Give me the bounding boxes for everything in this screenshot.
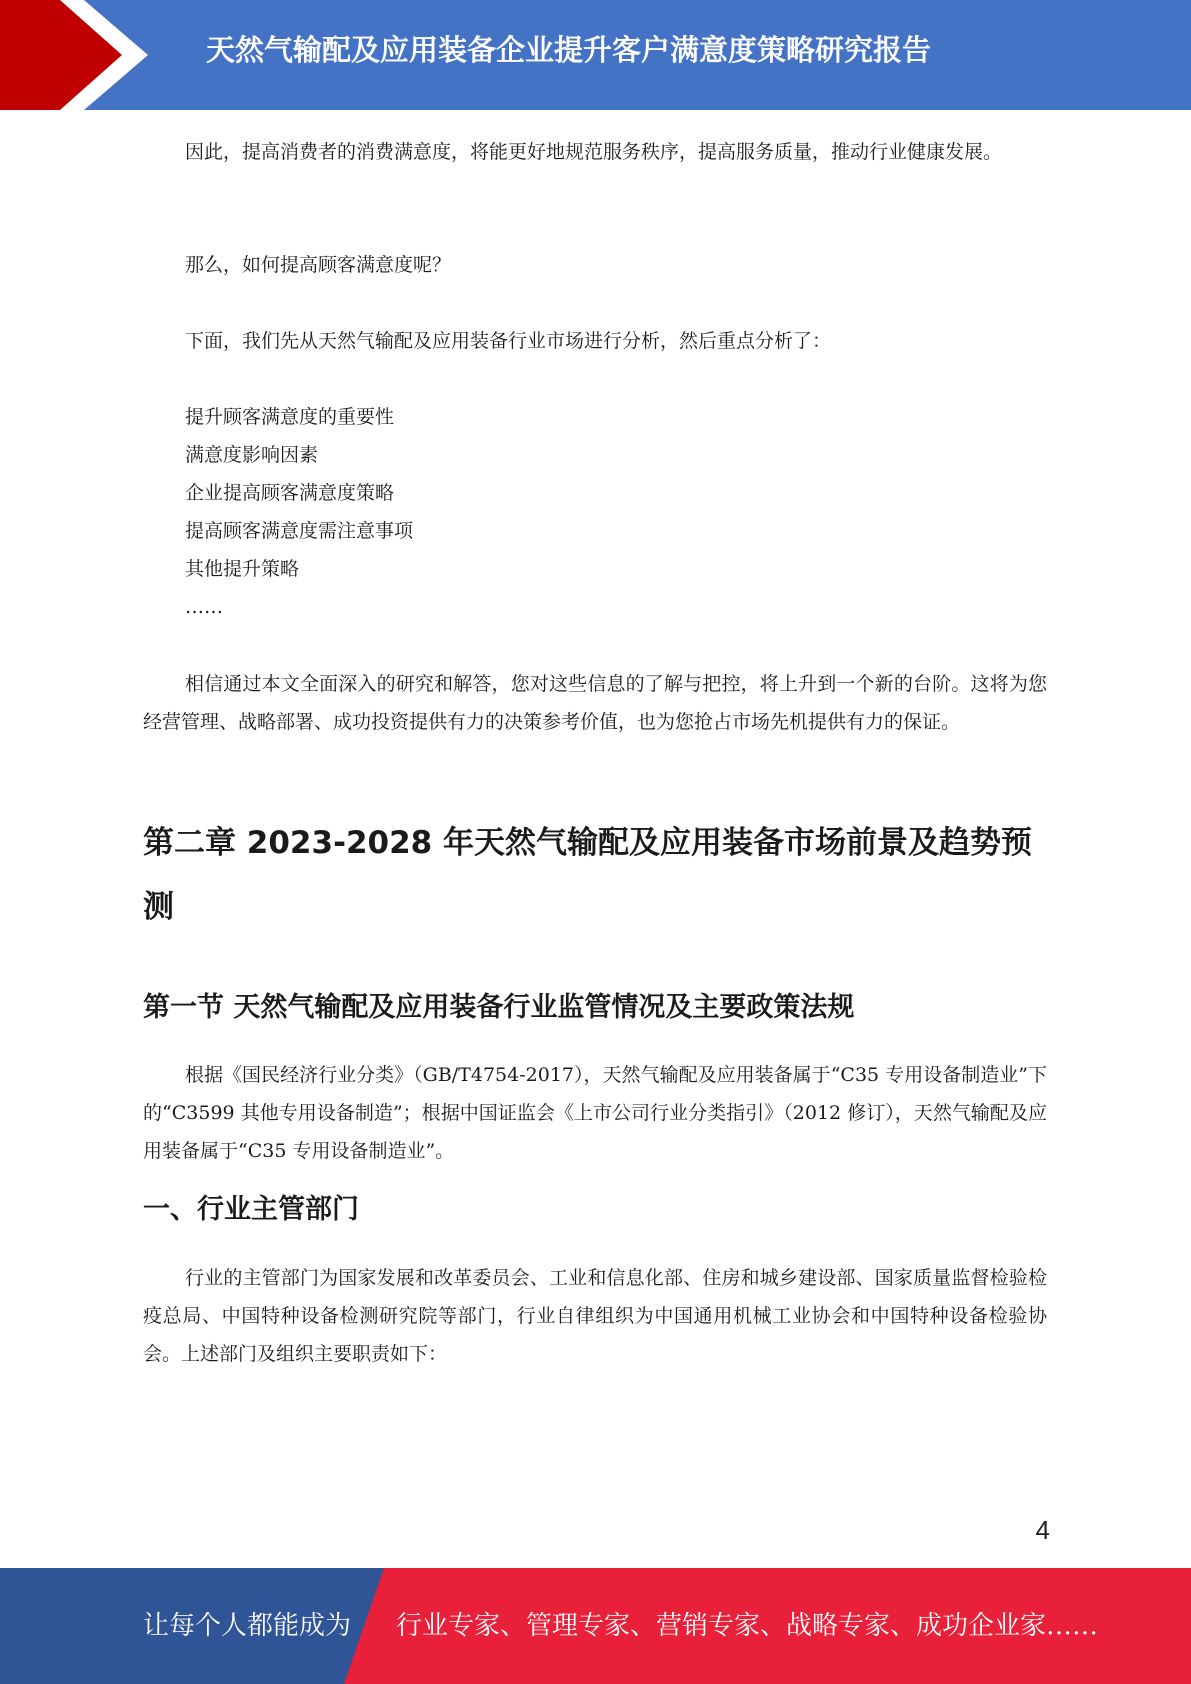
paragraph-authorities: 行业的主管部门为国家发展和改革委员会、工业和信息化部、住房和城乡建设部、国家质量监督检验检疫总局、中国特种设备检测研究院等部门，行业自律组织为中国通用机械工业协会和中国特种设备检验协会。上述部门及组织主要职责如下： — [143, 1267, 1047, 1365]
list-item: 提高顾客满意度需注意事项 — [185, 520, 414, 542]
list-item: 其他提升策略 — [185, 558, 300, 580]
list-item: 满意度影响因素 — [185, 444, 319, 466]
section-title: 第一节 天然气输配及应用装备行业监管情况及主要政策法规 — [143, 992, 855, 1023]
paragraph-intro: 因此，提高消费者的消费满意度，将能更好地规范服务秩序，提高服务质量，推动行业健康发展。 — [185, 141, 1003, 163]
chapter-title: 第二章 2023-2028 年天然气输配及应用装备市场前景及趋势预测 — [143, 825, 1033, 925]
paragraph-classification: 根据《国民经济行业分类》（GB/T4754-2017），天然气输配及应用装备属于“C35 专用设备制造业”下的“C3599 其他专用设备制造”；根据中国证监会《上市公司行业分类指引》（2012 修订），天然气输配及应用装备属于“C35 专用设备制造业”。 — [143, 1064, 1047, 1162]
footer-slogan-right: 行业专家、管理专家、营销专家、战略专家、成功企业家…… — [396, 1611, 1099, 1641]
page-header — [0, 0, 1191, 110]
paragraph-conclusion: 相信通过本文全面深入的研究和解答，您对这些信息的了解与把控，将上升到一个新的台阶。这将为您经营管理、战略部署、成功投资提供有力的决策参考价值，也为您抢占市场先机提供有力的保证。 — [143, 673, 1047, 733]
subsection-title: 一、行业主管部门 — [143, 1194, 359, 1225]
report-title: 天然气输配及应用装备企业提升客户满意度策略研究报告 — [206, 33, 932, 67]
page-number: 4 — [1035, 1515, 1050, 1545]
list-item: 提升顾客满意度的重要性 — [185, 406, 395, 428]
paragraph-analysis-intro: 下面，我们先从天然气输配及应用装备行业市场进行分析，然后重点分析了： — [185, 330, 832, 352]
paragraph-question: 那么，如何提高顾客满意度呢？ — [185, 254, 452, 276]
footer-slogan-left: 让每个人都能成为 — [143, 1611, 352, 1641]
page-footer — [0, 1568, 1191, 1684]
list-item: …… — [185, 596, 223, 618]
list-item: 企业提高顾客满意度策略 — [185, 482, 395, 504]
